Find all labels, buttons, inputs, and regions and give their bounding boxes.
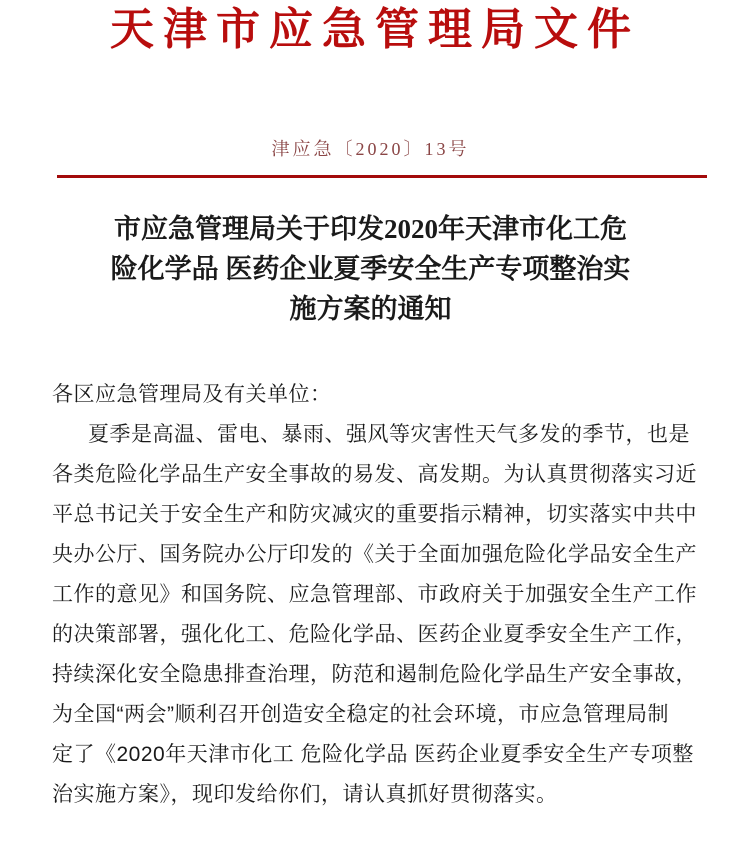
- body-line-9: 定了《2020年天津市化工 危险化学品 医药企业夏季安全生产专项整: [52, 743, 694, 766]
- body-line-4: 央办公厅、国务院办公厅印发的《关于全面加强危险化学品安全生产: [52, 543, 697, 566]
- agency-title: 天津市应急管理局文件: [110, 5, 640, 54]
- body-line-3: 平总书记关于安全生产和防灾减灾的重要指示精神，切实落实中共中: [52, 503, 697, 526]
- body-line-8: 为全国“两会”顺利召开创造安全稳定的社会环境，市应急管理局制: [52, 703, 669, 726]
- body-line-6: 的决策部署，强化化工、危险化学品、医药企业夏季安全生产工作，: [52, 623, 697, 646]
- body-line-7: 持续深化安全隐患排查治理，防范和遏制危险化学品生产安全事故，: [52, 663, 697, 686]
- red-divider-line: [57, 175, 707, 178]
- document-body: [52, 375, 704, 815]
- notice-title-line-1: 市应急管理局关于印发2020年天津市化工危: [114, 214, 627, 244]
- notice-title-line-2: 险化学品 医药企业夏季安全生产专项整治实: [110, 254, 631, 284]
- document-number: 津应急〔2020〕13号: [271, 139, 470, 159]
- notice-title-line-3: 施方案的通知: [289, 294, 452, 324]
- body-line-5: 工作的意见》和国务院、应急管理部、市政府关于加强安全生产工作: [52, 583, 697, 606]
- body-line-2: 各类危险化学品生产安全事故的易发、高发期。为认真贯彻落实习近: [52, 463, 697, 486]
- salutation-line: 各区应急管理局及有关单位：: [52, 383, 332, 406]
- body-line-10: 治实施方案》，现印发给你们，请认真抓好贯彻落实。: [52, 783, 558, 806]
- notice-title: [0, 209, 741, 329]
- body-line-1: 夏季是高温、雷电、暴雨、强风等灾害性天气多发的季节，也是: [88, 423, 690, 446]
